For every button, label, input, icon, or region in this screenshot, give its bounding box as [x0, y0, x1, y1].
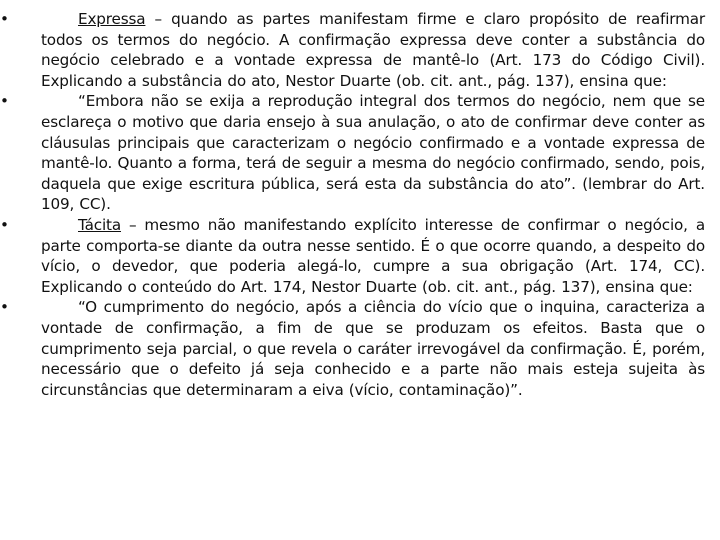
paragraph-quote-expressa: [0, 91, 705, 215]
term-expressa: Expressa: [78, 10, 146, 28]
paragraph-expressa: [0, 9, 705, 91]
term-tacita: Tácita: [78, 215, 121, 234]
bullet-icon: •: [0, 215, 9, 234]
document-body: [0, 9, 705, 400]
paragraph-text: “O cumprimento do negócio, após a ciência do vício que o inquina, caracteriza a vontade de confirmação, a fim de que se produzam os efeitos. Basta que o cumprimento seja parcial, o que revela o caráter irrevogável da confirmação. É, porém, necessário que o defeito já seja conhecido e a parte não mais esteja sujeita às circunstâncias que determinaram a eiva (vício, contaminação)”.: [41, 298, 705, 399]
paragraph-quote-tacita: [0, 297, 705, 400]
paragraph-tacita: [0, 215, 705, 297]
bullet-icon: •: [0, 92, 9, 111]
paragraph-text: – quando as partes manifestam firme e claro propósito de reafirmar todos os termos do negócio. A confirmação expressa deve conter a substância do negócio celebrado e a vontade expressa de mantê-lo (Art. 173 do Código Civil). Explicando a substância do ato, Nestor Duarte (ob. cit. ant., pág. 137), ensina que:: [41, 10, 705, 90]
bullet-icon: •: [0, 10, 9, 28]
bullet-icon: •: [0, 298, 9, 317]
paragraph-text: – mesmo não manifestando explícito interesse de confirmar o negócio, a parte comporta-se diante da outra nesse sentido. É o que ocorre quando, a despeito do vício, o devedor, que poderia alegá-lo, cumpre a sua obrigação (Art. 174, CC). Explicando o conteúdo do Art. 174, Nestor Duarte (ob. cit. ant., pág. 137), ensina que:: [41, 215, 705, 296]
paragraph-text: “Embora não se exija a reprodução integral dos termos do negócio, nem que se esclareça o motivo que daria ensejo à sua anulação, o ato de confirmar deve conter as cláusulas principais que caracterizam o negócio confirmado e a vontade expressa de mantê-lo. Quanto a forma, terá de seguir a mesma do negócio confirmado, sendo, pois, daquela que exige escritura pública, será esta da substância do ato”. (lembrar do Art. 109, CC).: [41, 92, 705, 214]
